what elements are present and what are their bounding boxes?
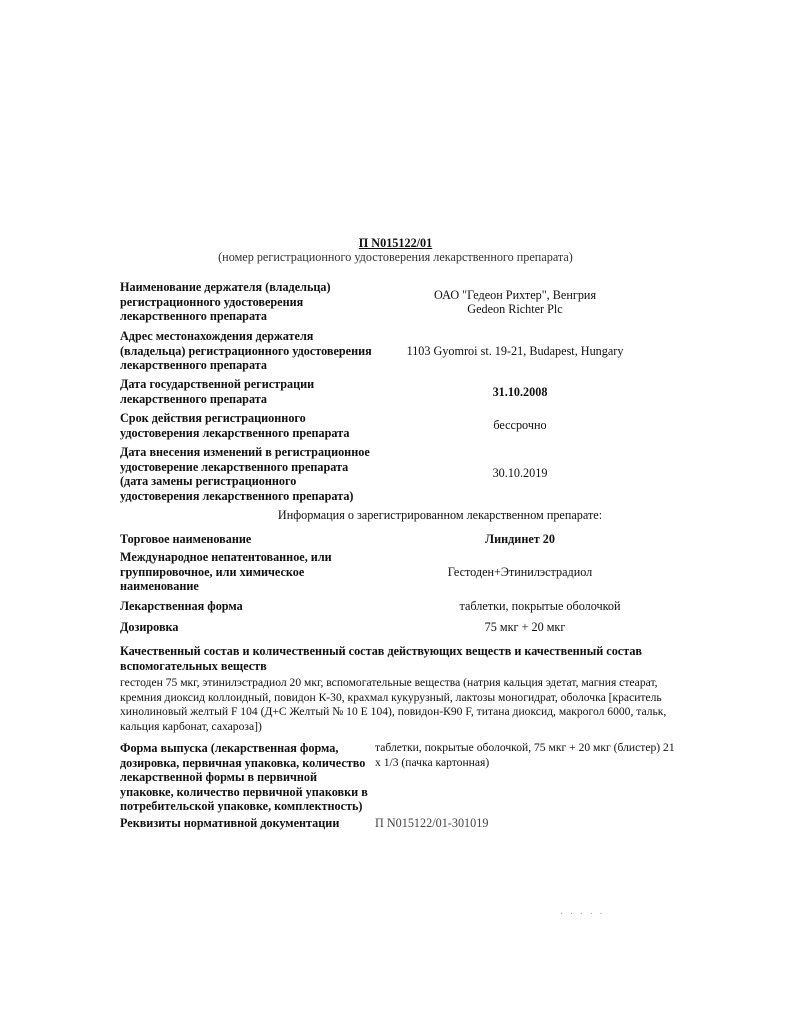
dosage-value: 75 мкг + 20 мкг (484, 620, 566, 634)
normative-doc-label: Реквизиты нормативной документации (120, 816, 340, 830)
dosage-label: Дозировка (120, 620, 179, 634)
info-heading: Информация о зарегистрированном лекарственном препарате: (277, 508, 603, 522)
holder-value-latin: Gedeon Richter Plc (467, 302, 563, 316)
holder-label: Наименование держателя (владельца) регистрационного удостоверения лекарственного препарата (120, 280, 331, 323)
registration-number-caption: (номер регистрационного удостоверения лекарственного препарата) (218, 250, 573, 264)
composition-heading: Качественный состав и количественный состав действующих веществ и качественный состав вспомогательных веществ (120, 644, 643, 673)
dosage-form-label: Лекарственная форма (120, 599, 243, 613)
normative-doc-value: П N015122/01-301019 (375, 816, 489, 830)
handwritten-mark: · · · · · (560, 909, 605, 920)
inn-value: Гестоден+Этинилэстрадиол (447, 565, 593, 579)
registration-number: П N015122/01 (358, 236, 433, 250)
trade-name-value: Линдинет 20 (485, 532, 555, 546)
inn-label: Международное непатентованное, или группировочное, или химическое наименование (120, 550, 332, 593)
release-form-label: Форма выпуска (лекарственная форма, дозировка, первичная упаковка, количество лекарственной формы в первичной упаковке, количество первичной упаковки в потребительской упаковке, комплектность) (120, 741, 368, 813)
release-form-value: таблетки, покрытые оболочкой, 75 мкг + 20 мкг (блистер) 21 х 1/3 (пачка картонная) (375, 741, 675, 769)
change-date-label: Дата внесения изменений в регистрационное удостоверение лекарственного препарата (дата замены регистрационного удостоверения лекарственного препарата) (120, 445, 370, 503)
holder-value: ОАО "Гедеон Рихтер", Венгрия (433, 288, 597, 302)
registration-date-label: Дата государственной регистрации лекарственного препарата (120, 377, 315, 406)
composition-text: гестоден 75 мкг, этинилэстрадиол 20 мкг, вспомогательные вещества (натрия кальция эдетат, магния стеарат, кремния диоксид коллоидный, повидон К-30, крахмал кукурузный, лактозы моногидрат, оболочка [краситель хинолиновый желтый F 104 (Д+С Желтый № 10 E 104), повидон-К90 F, титана диоксид, макрогол 6000, тальк, кальция карбонат, сахароза]) (120, 676, 667, 733)
validity-label: Срок действия регистрационного удостоверения лекарственного препарата (120, 411, 350, 440)
change-date-value: 30.10.2019 (492, 466, 548, 480)
holder-address-value: 1103 Gyomroi st. 19-21, Budapest, Hungary (406, 344, 624, 358)
registration-date-value: 31.10.2008 (492, 385, 548, 399)
trade-name-label: Торговое наименование (120, 532, 252, 546)
holder-address-label: Адрес местонахождения держателя (владельца) регистрационного удостоверения лекарственного препарата (120, 329, 372, 372)
validity-value: бессрочно (493, 418, 547, 432)
dosage-form-value: таблетки, покрытые оболочкой (459, 599, 621, 613)
